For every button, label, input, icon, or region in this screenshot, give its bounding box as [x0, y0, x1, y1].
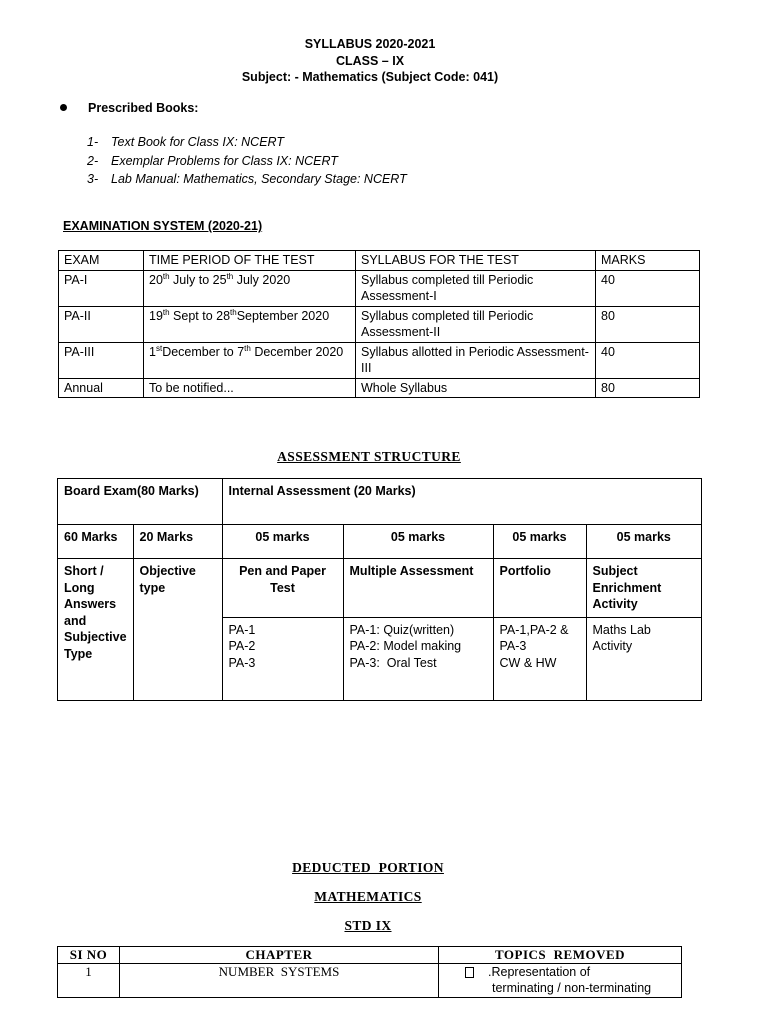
class-label: CLASS – IX — [335, 53, 405, 68]
subject-title: MATHEMATICS — [314, 889, 422, 904]
table-row — [58, 479, 702, 525]
header-cell: CHAPTER — [120, 947, 439, 964]
header-cell: TOPICS REMOVED — [439, 947, 682, 964]
enrichment-details: Maths Lab Activity — [586, 617, 701, 700]
table-row — [59, 378, 700, 398]
books-list — [87, 133, 407, 189]
table-row — [58, 964, 682, 998]
multiple-assessment-cell: Multiple Assessment — [343, 559, 493, 618]
prescribed-books-heading: Prescribed Books: — [60, 101, 198, 115]
internal-assessment-cell: Internal Assessment (20 Marks) — [222, 479, 701, 525]
marks-cell: 05 marks — [343, 525, 493, 559]
assessment-table — [57, 478, 702, 701]
header-cell: SYLLABUS FOR THE TEST — [356, 251, 596, 271]
multiple-assessment-details: PA-1: Quiz(written) PA-2: Model making PA-3: Oral Test — [343, 617, 493, 700]
table-row — [58, 525, 702, 559]
portfolio-details: PA-1,PA-2 & PA-3 CW & HW — [493, 617, 586, 700]
enrichment-cell: Subject Enrichment Activity — [586, 559, 701, 618]
deducted-table — [57, 946, 682, 998]
deducted-title: DEDUCTED PORTION — [292, 860, 444, 875]
period-cell: 20th July to 25th July 2020 — [144, 270, 356, 306]
period-cell: 19th Sept to 28thSeptember 2020 — [144, 306, 356, 342]
period-cell: To be notified... — [144, 378, 356, 398]
table-header-row — [58, 947, 682, 964]
book-item: 1- Text Book for Class IX: NCERT — [87, 135, 284, 149]
exam-cell: PA-II — [59, 306, 144, 342]
exam-table — [58, 250, 700, 398]
marks-cell: 05 marks — [493, 525, 586, 559]
document-header — [0, 36, 740, 86]
assessment-title: ASSESSMENT STRUCTURE — [277, 449, 461, 464]
book-item: 3- Lab Manual: Mathematics, Secondary Stage: NCERT — [87, 172, 407, 186]
header-cell: MARKS — [596, 251, 700, 271]
pen-paper-cell: Pen and Paper Test — [222, 559, 343, 618]
marks-cell: 60 Marks — [58, 525, 134, 559]
si-no-cell: 1 — [58, 964, 120, 998]
objective-type-cell: Objective type — [133, 559, 222, 701]
standard-title: STD IX — [344, 918, 392, 933]
portfolio-cell: Portfolio — [493, 559, 586, 618]
syllabus-cell: Syllabus completed till Periodic Assessment-I — [356, 270, 596, 306]
marks-cell: 80 — [596, 378, 700, 398]
marks-cell: 40 — [596, 270, 700, 306]
table-row — [59, 306, 700, 342]
table-header-row — [59, 251, 700, 271]
table-row — [59, 342, 700, 378]
marks-cell: 05 marks — [586, 525, 701, 559]
table-row — [59, 270, 700, 306]
marks-cell: 40 — [596, 342, 700, 378]
header-cell: EXAM — [59, 251, 144, 271]
syllabus-cell: Whole Syllabus — [356, 378, 596, 398]
bullet-icon — [60, 104, 67, 111]
syllabus-year: SYLLABUS 2020-2021 — [304, 37, 436, 51]
syllabus-cell: Syllabus allotted in Periodic Assessment-III — [356, 342, 596, 378]
syllabus-cell: Syllabus completed till Periodic Assessment-II — [356, 306, 596, 342]
book-item: 2- Exemplar Problems for Class IX: NCERT — [87, 153, 338, 168]
chapter-cell: NUMBER SYSTEMS — [120, 964, 439, 998]
marks-cell: 20 Marks — [133, 525, 222, 559]
topics-cell: .Representation of terminating / non-terminating — [439, 964, 682, 998]
long-answers-cell: Short / Long Answers and Subjective Type — [58, 559, 134, 701]
header-cell: SI NO — [58, 947, 120, 964]
checkbox-icon — [465, 967, 474, 978]
table-row — [58, 559, 702, 618]
subject-label: Subject: - Mathematics (Subject Code: 041) — [241, 70, 499, 84]
pen-paper-details: PA-1 PA-2 PA-3 — [222, 617, 343, 700]
header-cell: TIME PERIOD OF THE TEST — [144, 251, 356, 271]
board-exam-cell: Board Exam(80 Marks) — [58, 479, 223, 525]
marks-cell: 05 marks — [222, 525, 343, 559]
exam-cell: Annual — [59, 378, 144, 398]
exam-cell: PA-III — [59, 342, 144, 378]
exam-cell: PA-I — [59, 270, 144, 306]
period-cell: 1stDecember to 7th December 2020 — [144, 342, 356, 378]
marks-cell: 80 — [596, 306, 700, 342]
exam-system-title: EXAMINATION SYSTEM (2020-21) — [63, 219, 263, 233]
